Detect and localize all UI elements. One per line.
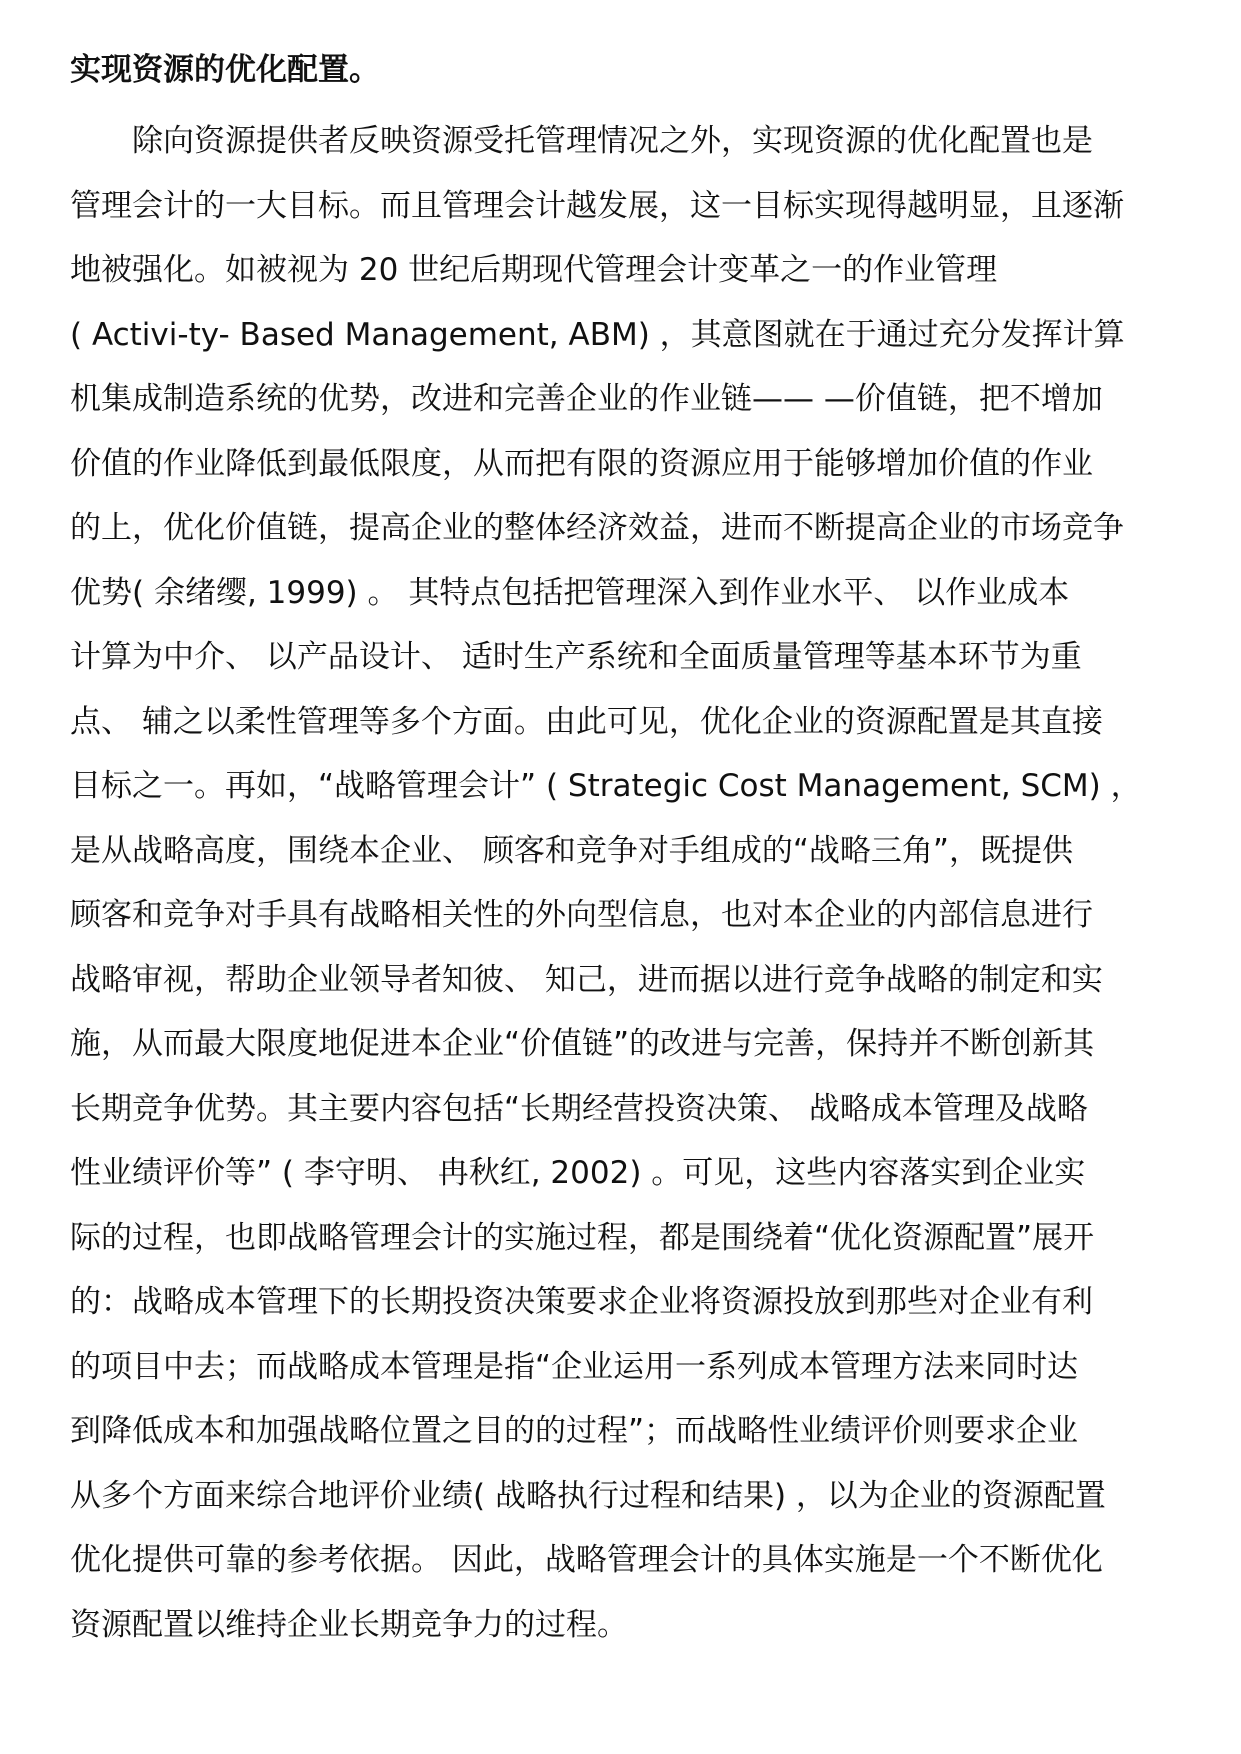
- paragraph-line: 顾客和竞争对手具有战略相关性的外向型信息，也对本企业的内部信息进行: [70, 897, 1093, 933]
- paragraph-line: 从多个方面来综合地评价业绩( 战略执行过程和结果) ，以为企业的资源配置: [70, 1477, 1106, 1514]
- paragraph-line: 是从战略高度，围绕本企业、 顾客和竞争对手组成的“战略三角”，既提供: [70, 832, 1073, 869]
- paragraph-line: 除向资源提供者反映资源受托管理情况之外，实现资源的优化配置也是: [132, 123, 1093, 159]
- paragraph-line: 到降低成本和加强战略位置之目的的过程”；而战略性业绩评价则要求企业: [70, 1413, 1079, 1449]
- paragraph-line: 管理会计的一大目标。而且管理会计越发展，这一目标实现得越明显，且逐渐: [70, 187, 1124, 224]
- paragraph-line: 的上，优化价值链，提高企业的整体经济效益，进而不断提高企业的市场竞争: [70, 510, 1124, 546]
- paragraph-line: 资源配置以维持企业长期竞争力的过程。: [70, 1606, 628, 1643]
- paragraph-line: 优势( 余绪缨, 1999) 。 其特点包括把管理深入到作业水平、 以作业成本: [70, 574, 1070, 611]
- paragraph-line: 的：战略成本管理下的长期投资决策要求企业将资源投放到那些对企业有利: [70, 1284, 1093, 1320]
- body-paragraph: [70, 109, 1190, 1657]
- paragraph-line: 长期竞争优势。其主要内容包括“长期经营投资决策、 战略成本管理及战略: [70, 1090, 1088, 1127]
- section-heading: 实现资源的优化配置。: [70, 52, 380, 88]
- paragraph-line: 点、 辅之以柔性管理等多个方面。由此可见，优化企业的资源配置是其直接: [70, 703, 1103, 740]
- paragraph-line: 性业绩评价等” ( 李守明、 冉秋红, 2002) 。可见，这些内容落实到企业实: [70, 1155, 1086, 1191]
- document-page: [70, 48, 1190, 1657]
- paragraph-line: 地被强化。如被视为 20 世纪后期现代管理会计变革之一的作业管理: [70, 252, 998, 288]
- paragraph-line: 的项目中去；而战略成本管理是指“企业运用一系列成本管理方法来同时达: [70, 1348, 1079, 1385]
- paragraph-line: ( Activi-ty- Based Management, ABM) ，其意图就在于通过充分发挥计算: [70, 316, 1125, 353]
- paragraph-line: 价值的作业降低到最低限度，从而把有限的资源应用于能够增加价值的作业: [70, 445, 1093, 482]
- paragraph-line: 战略审视，帮助企业领导者知彼、 知己，进而据以进行竞争战略的制定和实: [70, 961, 1103, 998]
- paragraph-line: 机集成制造系统的优势，改进和完善企业的作业链—— —价值链，把不增加: [70, 381, 1103, 417]
- paragraph-line: 际的过程，也即战略管理会计的实施过程，都是围绕着“优化资源配置”展开: [70, 1219, 1095, 1256]
- paragraph-line: 施，从而最大限度地促进本企业“价值链”的改进与完善，保持并不断创新其: [70, 1026, 1095, 1062]
- paragraph-line: 目标之一。再如，“战略管理会计” ( Strategic Cost Management, SCM) ，: [70, 768, 1142, 804]
- paragraph-line: 计算为中介、 以产品设计、 适时生产系统和全面质量管理等基本环节为重: [70, 639, 1082, 675]
- paragraph-line: 优化提供可靠的参考依据。 因此，战略管理会计的具体实施是一个不断优化: [70, 1542, 1103, 1578]
